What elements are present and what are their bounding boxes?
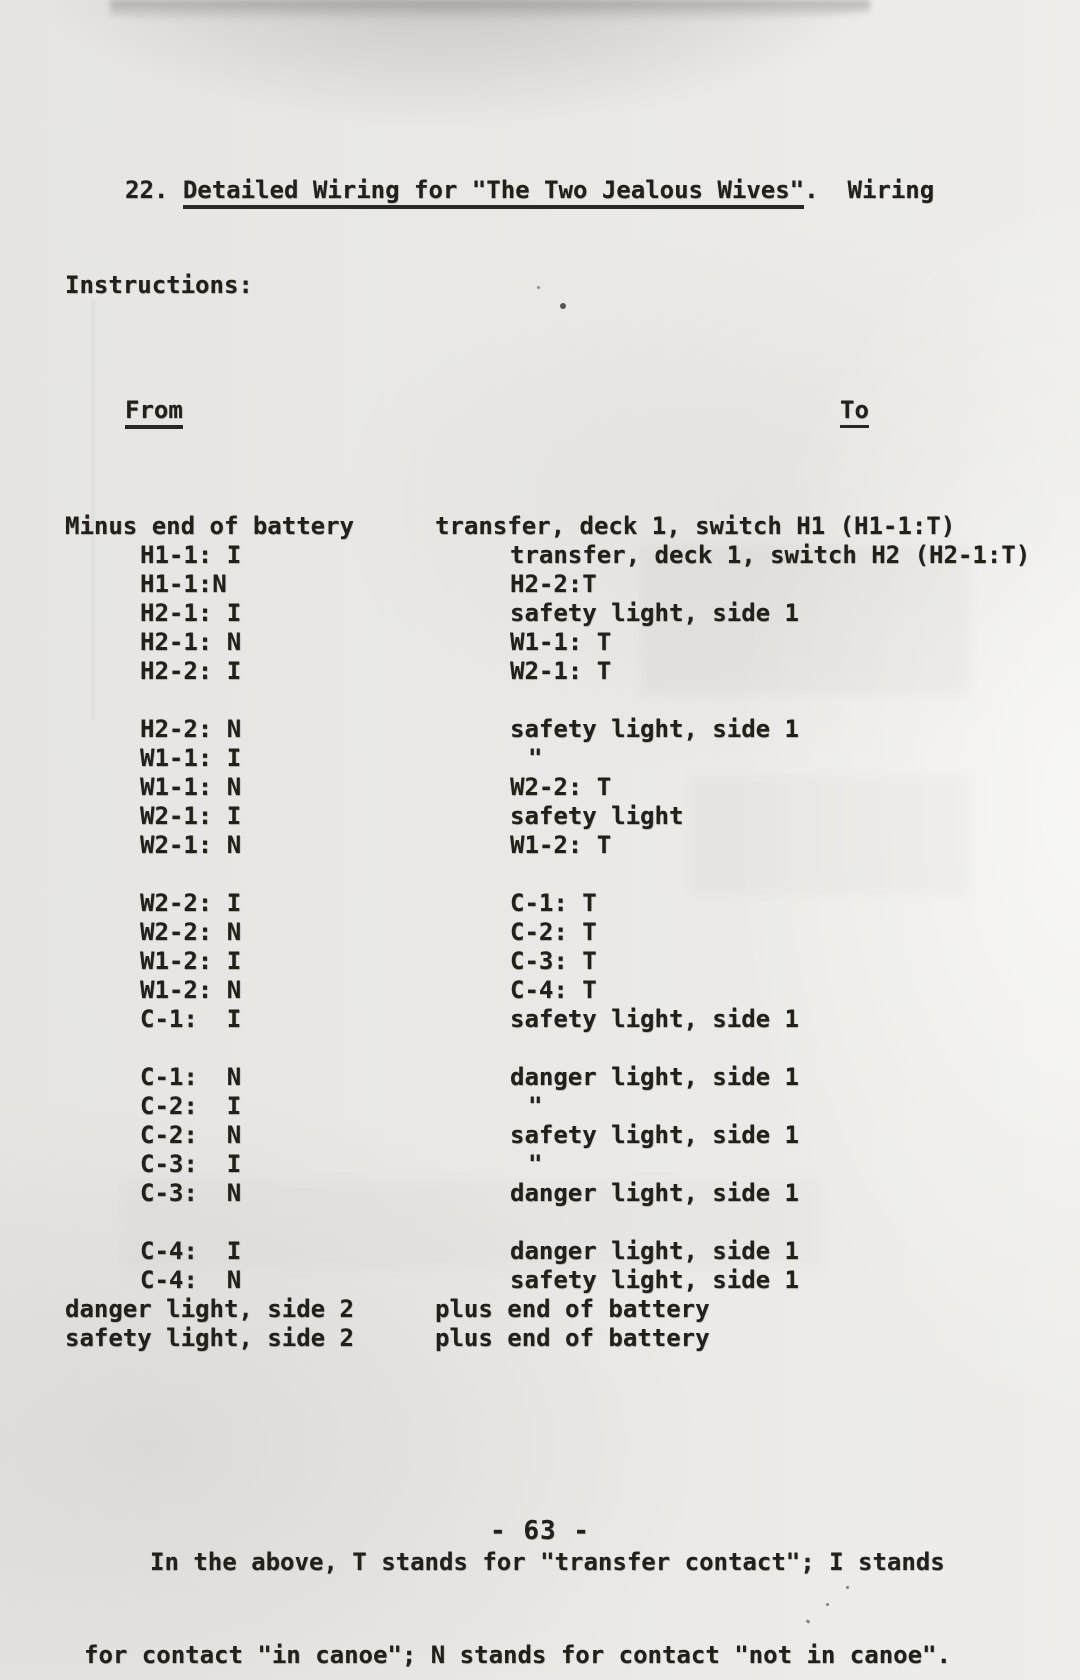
from-cell: H2-1: N <box>140 628 242 656</box>
scan-shadow-top <box>110 0 870 24</box>
footnote <box>65 1485 1040 1680</box>
from-cell: H2-2: N <box>140 715 242 743</box>
to-cell: transfer, deck 1, switch H1 (H1-1:T) <box>435 512 956 540</box>
to-cell: W2-1: T <box>510 657 612 685</box>
to-cell: C-4: T <box>510 976 597 1004</box>
section-number: 22. <box>125 176 169 204</box>
to-cell: W2-2: T <box>510 773 612 801</box>
to-cell-ditto-mark: " <box>528 1150 543 1178</box>
to-cell: W1-1: T <box>510 628 612 656</box>
page-number: - 63 - <box>490 1516 590 1546</box>
wiring-row <box>65 744 1040 773</box>
section-title-suffix: . Wiring <box>804 176 935 204</box>
wiring-row <box>65 802 1040 831</box>
to-cell: safety light, side 1 <box>510 715 799 743</box>
from-cell: H2-1: I <box>140 599 242 627</box>
to-cell-ditto-mark: " <box>528 744 543 772</box>
from-cell: W2-2: N <box>140 918 242 946</box>
instructions-label: Instructions: <box>65 271 253 299</box>
from-cell: H2-2: I <box>140 657 242 685</box>
to-cell: danger light, side 1 <box>510 1179 799 1207</box>
wiring-row <box>65 1324 1040 1353</box>
to-cell: safety light, side 1 <box>510 1005 799 1033</box>
to-cell: C-2: T <box>510 918 597 946</box>
wiring-group <box>65 1063 1040 1208</box>
section-title-text: Detailed Wiring for "The Two Jealous Wives" <box>183 176 804 209</box>
from-cell: C-2: I <box>140 1092 242 1120</box>
wiring-row <box>65 1266 1040 1295</box>
wiring-row <box>65 1121 1040 1150</box>
section-title <box>125 176 1040 205</box>
wiring-row <box>65 541 1040 570</box>
wiring-row <box>65 1237 1040 1266</box>
from-cell: safety light, side 2 <box>65 1324 354 1352</box>
footnote-line2: for contact "in canoe"; N stands for contact "not in canoe". <box>84 1641 951 1669</box>
column-header-to: To <box>840 396 869 428</box>
wiring-row <box>65 1005 1040 1034</box>
title-space <box>168 176 182 204</box>
from-cell: W2-2: I <box>140 889 242 917</box>
wiring-row <box>65 976 1040 1005</box>
from-cell: Minus end of battery <box>65 512 354 540</box>
from-cell: H1-1: I <box>140 541 242 569</box>
wiring-row <box>65 1063 1040 1092</box>
wiring-row <box>65 512 1040 541</box>
wiring-table <box>65 512 1040 1353</box>
to-cell-ditto-mark: " <box>528 1092 543 1120</box>
to-cell: plus end of battery <box>435 1295 710 1323</box>
to-cell: W1-2: T <box>510 831 612 859</box>
wiring-row <box>65 570 1040 599</box>
wiring-row <box>65 918 1040 947</box>
from-cell: W1-1: N <box>140 773 242 801</box>
wiring-group <box>65 512 1040 686</box>
from-cell: C-4: I <box>140 1237 242 1265</box>
from-cell: W2-1: I <box>140 802 242 830</box>
wiring-row <box>65 773 1040 802</box>
wiring-row <box>65 1295 1040 1324</box>
from-cell: C-1: N <box>140 1063 242 1091</box>
from-cell: C-2: N <box>140 1121 242 1149</box>
to-cell: safety light, side 1 <box>510 599 799 627</box>
wiring-row <box>65 1150 1040 1179</box>
from-cell: W2-1: N <box>140 831 242 859</box>
page-content <box>65 118 1040 1680</box>
to-cell: safety light, side 1 <box>510 1266 799 1294</box>
to-cell: H2-2:T <box>510 570 597 598</box>
wiring-row <box>65 715 1040 744</box>
wiring-row <box>65 599 1040 628</box>
from-cell: W1-1: I <box>140 744 242 772</box>
to-cell: C-1: T <box>510 889 597 917</box>
wiring-row <box>65 1092 1040 1121</box>
wiring-row <box>65 1179 1040 1208</box>
to-cell: transfer, deck 1, switch H2 (H2-1:T) <box>510 541 1031 569</box>
to-cell: safety light, side 1 <box>510 1121 799 1149</box>
wiring-row <box>65 831 1040 860</box>
column-header-from: From <box>125 396 183 429</box>
wiring-group <box>65 889 1040 1034</box>
from-cell: C-4: N <box>140 1266 242 1294</box>
wiring-row <box>65 889 1040 918</box>
header-to-cell <box>495 396 1040 425</box>
from-cell: C-3: I <box>140 1150 242 1178</box>
to-cell: danger light, side 1 <box>510 1063 799 1091</box>
to-cell: danger light, side 1 <box>510 1237 799 1265</box>
from-cell: W1-2: N <box>140 976 242 1004</box>
header-from-cell <box>65 396 495 425</box>
table-header-row <box>65 396 1040 425</box>
wiring-group <box>65 715 1040 860</box>
to-cell: plus end of battery <box>435 1324 710 1352</box>
to-cell: C-3: T <box>510 947 597 975</box>
wiring-group <box>65 1237 1040 1353</box>
from-cell: H1-1:N <box>140 570 227 598</box>
wiring-row <box>65 628 1040 657</box>
from-cell: C-1: I <box>140 1005 242 1033</box>
from-cell: danger light, side 2 <box>65 1295 354 1323</box>
from-cell: C-3: N <box>140 1179 242 1207</box>
wiring-row <box>65 947 1040 976</box>
footnote-line1: In the above, T stands for "transfer contact"; I stands <box>150 1548 945 1576</box>
wiring-row <box>65 657 1040 686</box>
from-cell: W1-2: I <box>140 947 242 975</box>
to-cell: safety light <box>510 802 684 830</box>
